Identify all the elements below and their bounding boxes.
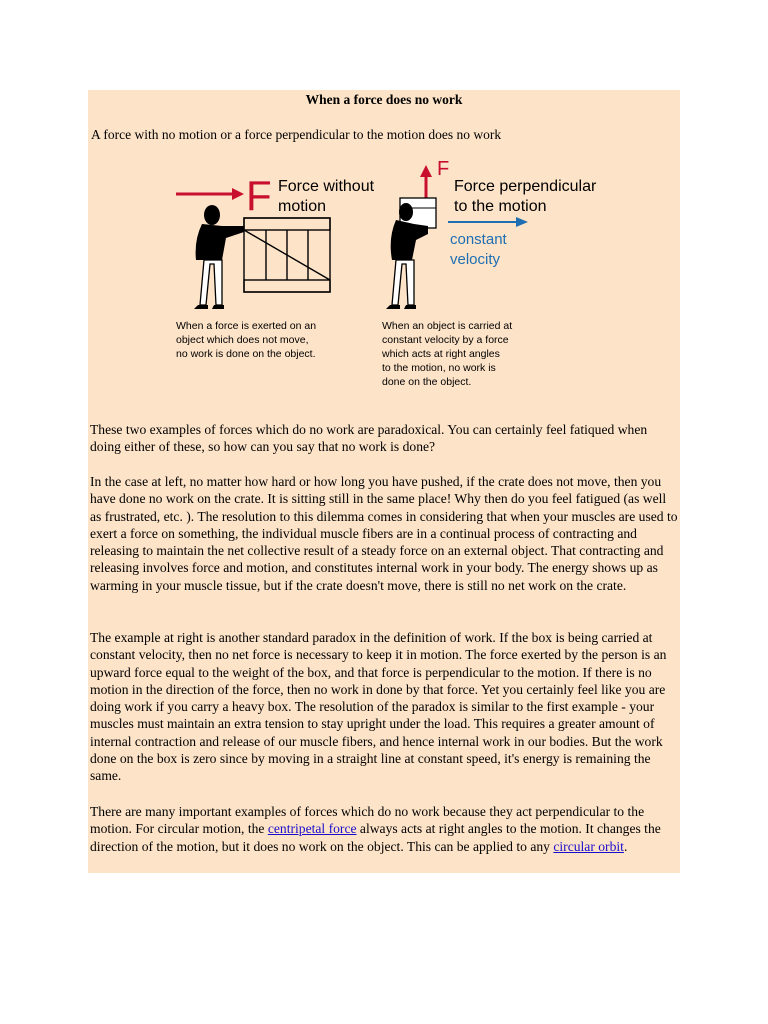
circular-orbit-link[interactable]: circular orbit bbox=[553, 838, 624, 854]
left-illustration bbox=[176, 172, 375, 360]
person-carrying-icon bbox=[386, 198, 436, 309]
force-letter-left: F bbox=[246, 172, 272, 219]
intro-text: A force with no motion or a force perpendicular to the motion does no work bbox=[91, 127, 502, 142]
caption-left-3: no work is done on the object. bbox=[176, 348, 316, 360]
paragraph-right-case: The example at right is another standard paradox in the definition of work. If the box is being carried at constant velocity, then no net force is necessary to keep it in motion. The force exerted by the person is an upward force equal to the weight of the box, and that force is perpendicular to the motion. If there is no motion in the direction of the force, then no work in done by that force. Yet you certainly feel like you are doing work if you carry a heavy box. The resolution of the paradox is similar to the first example - your muscles must maintain an extra tension to stay upright under the load. This requires a greater amount of internal contraction and release of our muscle fibers, and hence internal work in our bodies. But the work done on the box is zero since by moving in a straight line at constant speed, it's energy is remaining the same. bbox=[90, 630, 667, 784]
force-label-left-1: Force without bbox=[278, 178, 375, 195]
force-label-right-1: Force perpendicular bbox=[454, 178, 597, 195]
paragraph-left-case: In the case at left, no matter how hard or how long you have pushed, if the crate does not move, then you have done no work on the crate. It is sitting still in the same place! Why then do you feel fatigued (as well as frustrated, etc. ). The resolution to this dilemma comes in considering that when your muscles are used to exert a force on something, the individual muscle fibers are in a continual process of contracting and releasing to maintain the net collective result of a steady force on an external object. That contracting and releasing involves force and motion, and constitutes internal work in your body. The energy shows up as warming in your muscle tissue, but if the crate doesn't move, there is still no net work on the crate. bbox=[90, 474, 678, 593]
caption-right-2: constant velocity by a force bbox=[382, 334, 509, 346]
caption-right-1: When an object is carried at bbox=[382, 320, 513, 332]
force-arrowhead-left bbox=[232, 188, 244, 200]
paragraph-paradox: These two examples of forces which do no work are paradoxical. You can certainly feel fatiqued when doing either of these, so how can you say that no work is done? bbox=[90, 422, 648, 455]
work-figure bbox=[176, 160, 616, 400]
force-label-right-2: to the motion bbox=[454, 198, 547, 215]
force-label-left-2: motion bbox=[278, 198, 327, 215]
crate-icon bbox=[244, 218, 330, 292]
right-illustration bbox=[381, 160, 597, 388]
centripetal-force-link[interactable]: centripetal force bbox=[267, 821, 357, 837]
velocity-label-2: velocity bbox=[450, 251, 501, 268]
content-panel bbox=[88, 90, 680, 873]
caption-right-4: to the motion, no work is bbox=[382, 362, 496, 374]
p4-text-c: . bbox=[623, 838, 628, 854]
caption-left-1: When a force is exerted on an bbox=[176, 320, 317, 332]
page-title: When a force does no work bbox=[305, 92, 463, 107]
force-letter-right: F bbox=[437, 160, 450, 180]
p4-text-a: There are many important examples of forces which do no work because they act perpendicular to the motion. For circular motion, the bbox=[90, 804, 645, 837]
caption-right-3: which acts at right angles bbox=[382, 348, 500, 360]
caption-left-2: object which does not move, bbox=[176, 334, 309, 346]
paragraph-circular-motion bbox=[90, 803, 678, 855]
caption-right-5: done on the object. bbox=[382, 376, 472, 388]
velocity-arrowhead bbox=[516, 217, 528, 227]
force-arrowhead-up bbox=[420, 165, 432, 177]
velocity-label-1: constant bbox=[450, 231, 507, 248]
p4-text-b: always acts at right angles to the motion. It changes the direction of the motion, but it does no work on the object. This can be applied to any bbox=[90, 821, 661, 854]
person-pushing-icon bbox=[194, 205, 244, 309]
